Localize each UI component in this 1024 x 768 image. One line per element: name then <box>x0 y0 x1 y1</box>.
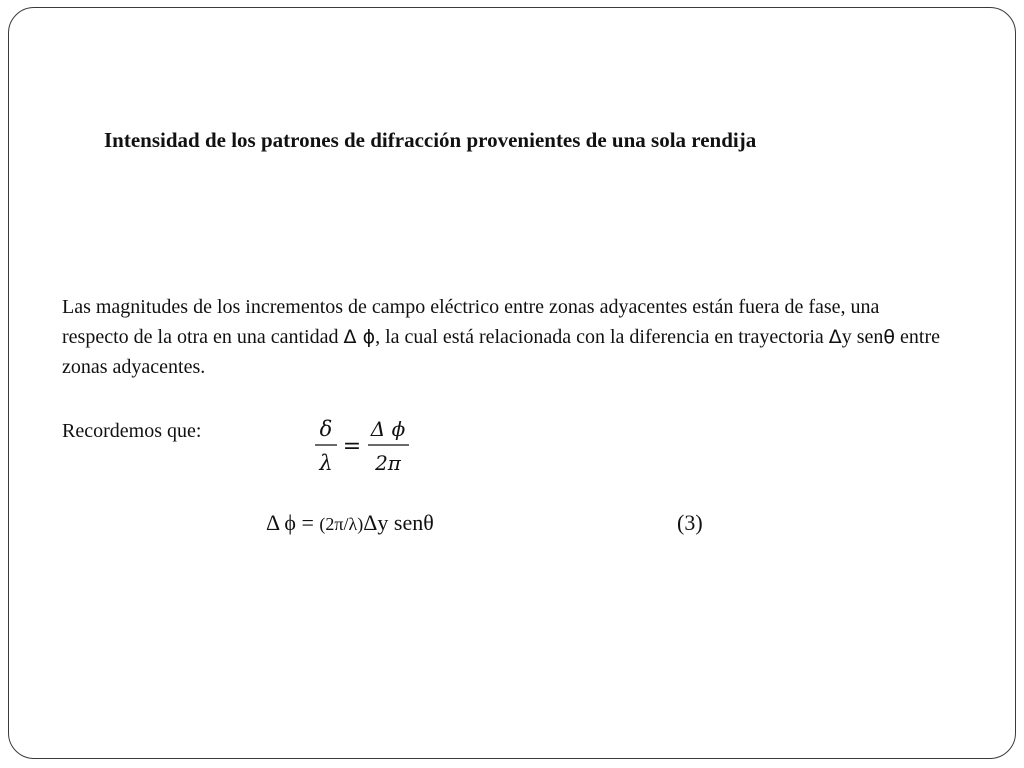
phase-equation <box>266 508 434 539</box>
body-paragraph <box>62 292 942 382</box>
equation-lhs: Δ ϕ = <box>266 510 320 535</box>
delta-phi-symbol: Δ ϕ <box>343 326 376 348</box>
paragraph-part-1: Las magnitudes de los incrementos de campo eléctrico entre zonas adyacentes están fuera de fase, una respecto de la otra en una cantidad <box>62 296 880 348</box>
paragraph-part-4: entre zonas adyacentes. <box>62 326 941 378</box>
fraction-left-denominator: λ <box>319 451 333 475</box>
recordemos-label: Recordemos que: <box>62 420 202 442</box>
fraction-equals-sign: = <box>342 434 362 459</box>
fraction-right-denominator: 2π <box>375 451 401 475</box>
fraction-formula <box>312 412 422 482</box>
slide-title: Intensidad de los patrones de difracción provenientes de una sola rendija <box>104 128 757 152</box>
slide-frame <box>8 7 1016 759</box>
paragraph-part-3: y sen <box>841 326 884 348</box>
equation-number: (3) <box>677 510 703 535</box>
fraction-left-numerator: δ <box>319 417 333 441</box>
theta-symbol: θ <box>883 326 896 348</box>
equation-rhs: Δy senθ <box>363 510 434 535</box>
equation-factor: (2π/λ) <box>319 514 364 534</box>
paragraph-part-2: , la cual está relacionada con la diferencia en trayectoria <box>375 326 829 348</box>
fraction-right-numerator: Δ ϕ <box>370 417 406 441</box>
delta-symbol: Δ <box>828 326 842 348</box>
